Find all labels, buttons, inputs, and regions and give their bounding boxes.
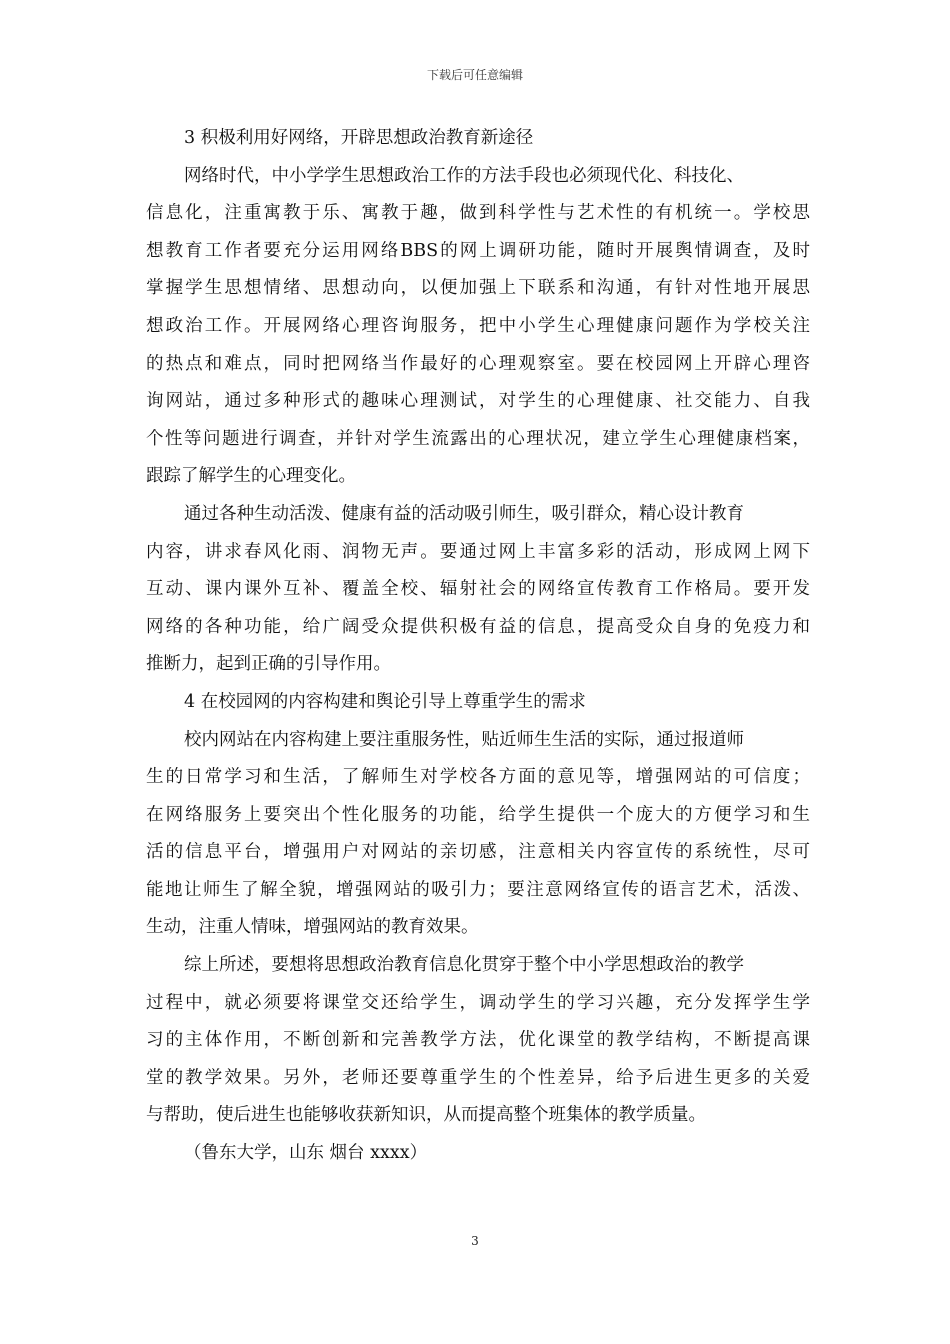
text-line: 堂的教学效果。另外，老师还要尊重学生的个性差异，给予后进生更多的关爱 xyxy=(146,1067,810,1088)
text-line: 校内网站在内容构建上要注重服务性，贴近师生生活的实际，通过报道师 xyxy=(184,729,744,750)
text-line: 的热点和难点，同时把网络当作最好的心理观察室。要在校园网上开辟心理咨 xyxy=(146,353,810,374)
text-line: 信息化，注重寓教于乐、寓教于趣，做到科学性与艺术性的有机统一。学校思 xyxy=(146,203,810,224)
text-line: 互动、课内课外互补、覆盖全校、辐射社会的网络宣传教育工作格局。要开发 xyxy=(146,579,810,600)
text-line: 通过各种生动活泼、健康有益的活动吸引师生，吸引群众，精心设计教育 xyxy=(184,503,744,524)
text-line: 想教育工作者要充分运用网络BBS的网上调研功能，随时开展舆情调查，及时 xyxy=(146,240,810,261)
page-header: 下载后可任意编辑 xyxy=(426,68,523,82)
text-line: 个性等问题进行调查，并针对学生流露出的心理状况，建立学生心理健康档案， xyxy=(146,428,810,449)
text-line: 跟踪了解学生的心理变化。 xyxy=(146,466,356,487)
page-number: 3 xyxy=(471,1234,479,1248)
text-line: 想政治工作。开展网络心理咨询服务，把中小学生心理健康问题作为学校关注 xyxy=(146,315,810,336)
section-heading: 3 积极利用好网络，开辟思想政治教育新途径 xyxy=(184,128,534,148)
text-line: 询网站，通过多种形式的趣味心理测试，对学生的心理健康、社交能力、自我 xyxy=(146,391,810,412)
text-line: 网络时代，中小学学生思想政治工作的方法手段也必须现代化、科技化、 xyxy=(184,165,744,186)
text-line: 综上所述，要想将思想政治教育信息化贯穿于整个中小学思想政治的教学 xyxy=(184,955,744,976)
text-line: 推断力，起到正确的引导作用。 xyxy=(146,654,391,675)
text-line: 网络的各种功能，给广阔受众提供积极有益的信息，提高受众自身的免疫力和 xyxy=(146,616,810,637)
text-line: 生的日常学习和生活，了解师生对学校各方面的意见等，增强网站的可信度； xyxy=(146,767,810,788)
text-line: 能地让师生了解全貌，增强网站的吸引力；要注意网络宣传的语言艺术，活泼、 xyxy=(146,879,810,900)
text-line: 生动，注重人情味，增强网站的教育效果。 xyxy=(146,917,479,938)
text-line: 活的信息平台，增强用户对网站的亲切感，注意相关内容宣传的系统性，尽可 xyxy=(146,842,810,863)
text-line: 与帮助，使后进生也能够收获新知识，从而提高整个班集体的教学质量。 xyxy=(146,1105,706,1126)
text-line: 习的主体作用，不断创新和完善教学方法，优化课堂的教学结构，不断提高课 xyxy=(146,1030,810,1051)
section-heading: 4 在校园网的内容构建和舆论引导上尊重学生的需求 xyxy=(184,691,586,712)
text-line: 内容，讲求春风化雨、润物无声。要通过网上丰富多彩的活动，形成网上网下 xyxy=(146,541,810,562)
text-line: （鲁东大学，山东 烟台 xxxx） xyxy=(184,1143,428,1164)
document-body xyxy=(146,120,810,1173)
text-line: 在网络服务上要突出个性化服务的功能，给学生提供一个庞大的方便学习和生 xyxy=(146,804,810,825)
text-line: 过程中，就必须要将课堂交还给学生，调动学生的学习兴趣，充分发挥学生学 xyxy=(146,992,810,1013)
text-line: 掌握学生思想情绪、思想动向，以便加强上下联系和沟通，有针对性地开展思 xyxy=(146,278,810,299)
